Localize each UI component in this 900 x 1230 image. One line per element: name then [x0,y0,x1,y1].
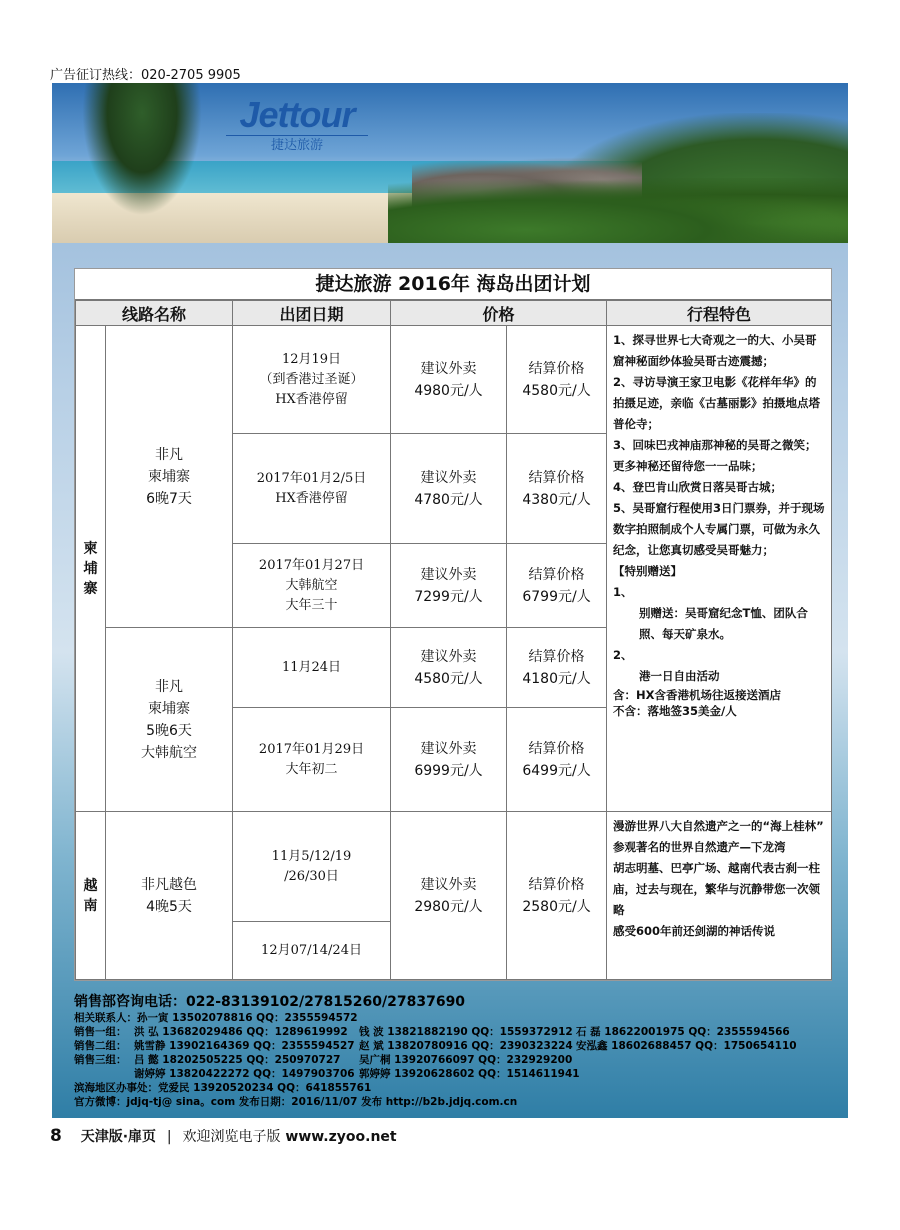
sales-group-1: 销售一组： 洪 弘 13682029486 QQ：1289619992 钱 波 13821882190 QQ：1559372912 石 磊 18622001975 QQ：2355594566 [74,1026,790,1038]
jettour-logo [212,95,382,165]
route-cambodia-5n6d: 非凡 柬埔寨 5晚6天 大韩航空 [106,628,233,812]
schedule-panel [74,268,832,981]
sales-contacts [74,993,830,1109]
page-footer [50,1126,397,1146]
route-vietnam: 非凡越色 4晚5天 [106,812,233,980]
sales-group-3: 销售三组： 吕 懿 18202505225 QQ：250970727 吴广桐 13920766097 QQ：232929200 [74,1054,573,1066]
features-cambodia: 1、探寻世界七大奇观之一的大、小吴哥窟神秘面纱体验吴哥古迹震撼； 2、寻访导演王家卫电影《花样年华》的拍摄足迹，亲临《古墓丽影》拍摄地点塔普伦寺； 3、回味巴戎神庙那神秘的吴哥之微笑；更多神秘还留待您一一品味； 4、登巴肯山欣赏日落吴哥古城； 5、吴哥窟行程使用3日门票券，并于现场数字拍照制成个人专属门票，可做为永久纪念，让您真切感受吴哥魅力； 【特别赠送】 1、 别赠送：吴哥窟纪念T恤、团队合照、每天矿泉水。 2、 港一日自由活动 含：HX含香港机场往返接送酒店 不含：落地签35美金/人 [607,326,832,812]
poster-frame [52,83,848,1118]
region-cambodia: 柬 埔 寨 [76,326,106,812]
header-row [76,301,832,326]
settlement-price: 结算价格 4180元/人 [507,628,607,708]
sales-group-2: 销售二组： 姚雪静 13902164369 QQ：2355594527 赵 斌 13820780916 QQ：2390323224 安泓鑫 18602688457 QQ：1750654110 [74,1040,797,1052]
departure-date: 12月07/14/24日 [233,922,391,980]
suggested-price: 建议外卖 7299元/人 [391,544,507,628]
departure-date: 11月5/12/19 /26/30日 [233,812,391,922]
route-cambodia-6n7d: 非凡 柬埔寨 6晚7天 [106,326,233,628]
contact-person: 相关联系人：孙一寅 13502078816 QQ：2355594572 [74,1012,358,1024]
settlement-price: 结算价格 6799元/人 [507,544,607,628]
departure-date: 2017年01月27日 大韩航空 大年三十 [233,544,391,628]
header-feature: 行程特色 [607,301,832,326]
settlement-price: 结算价格 4380元/人 [507,434,607,544]
header-route: 线路名称 [76,301,233,326]
edition-label: 天津版·扉页 [80,1129,157,1145]
header-date: 出团日期 [233,301,391,326]
logo-mark: Jettour [239,94,355,135]
logo-subtitle: 捷达旅游 [226,135,368,154]
suggested-price: 建议外卖 4580元/人 [391,628,507,708]
departure-date: 12月19日 （到香港过圣诞） HX香港停留 [233,326,391,434]
footer-separator: | [166,1129,172,1145]
suggested-price: 建议外卖 2980元/人 [391,812,507,980]
departure-date: 2017年01月2/5日 HX香港停留 [233,434,391,544]
settlement-price: 结算价格 2580元/人 [507,812,607,980]
table-row [76,326,832,434]
settlement-price: 结算价格 6499元/人 [507,708,607,812]
banner-image [52,83,848,243]
header-price: 价格 [391,301,607,326]
sales-group-3b: 谢婷婷 13820422272 QQ：1497903706 郭婷婷 13920628602 QQ：1514611941 [134,1068,580,1080]
ad-hotline: 广告征订热线：020-2705 9905 [50,68,241,83]
sales-phone: 销售部咨询电话：022-83139102/27815260/27837690 [74,994,466,1010]
schedule-table [75,300,832,980]
departure-date: 11月24日 [233,628,391,708]
suggested-price: 建议外卖 4980元/人 [391,326,507,434]
suggested-price: 建议外卖 6999元/人 [391,708,507,812]
website-link[interactable]: www.zyoo.net [285,1129,397,1145]
suggested-price: 建议外卖 4780元/人 [391,434,507,544]
palm-tree-icon [72,83,212,233]
page-number: 8 [50,1126,62,1146]
departure-date: 2017年01月29日 大年初二 [233,708,391,812]
binhai-office: 滨海地区办事处：党爱民 13920520234 QQ：641855761 [74,1082,372,1094]
page-title: 捷达旅游 2016年 海岛出团计划 [75,269,831,300]
region-vietnam: 越 南 [76,812,106,980]
official-weibo: 官方微博：jdjq-tj@ sina。com 发布日期：2016/11/07 发布 http://b2b.jdjq.com.cn [74,1096,518,1108]
settlement-price: 结算价格 4580元/人 [507,326,607,434]
features-vietnam: 漫游世界八大自然遗产之一的“海上桂林” 参观著名的世界自然遗产—下龙湾 胡志明墓、巴亭广场、越南代表古刹一柱庙，过去与现在，繁华与沉静带您一次领略 感受600年前还剑湖的神话传说 [607,812,832,980]
table-row [76,812,832,922]
welcome-text: 欢迎浏览电子版 [182,1129,281,1145]
